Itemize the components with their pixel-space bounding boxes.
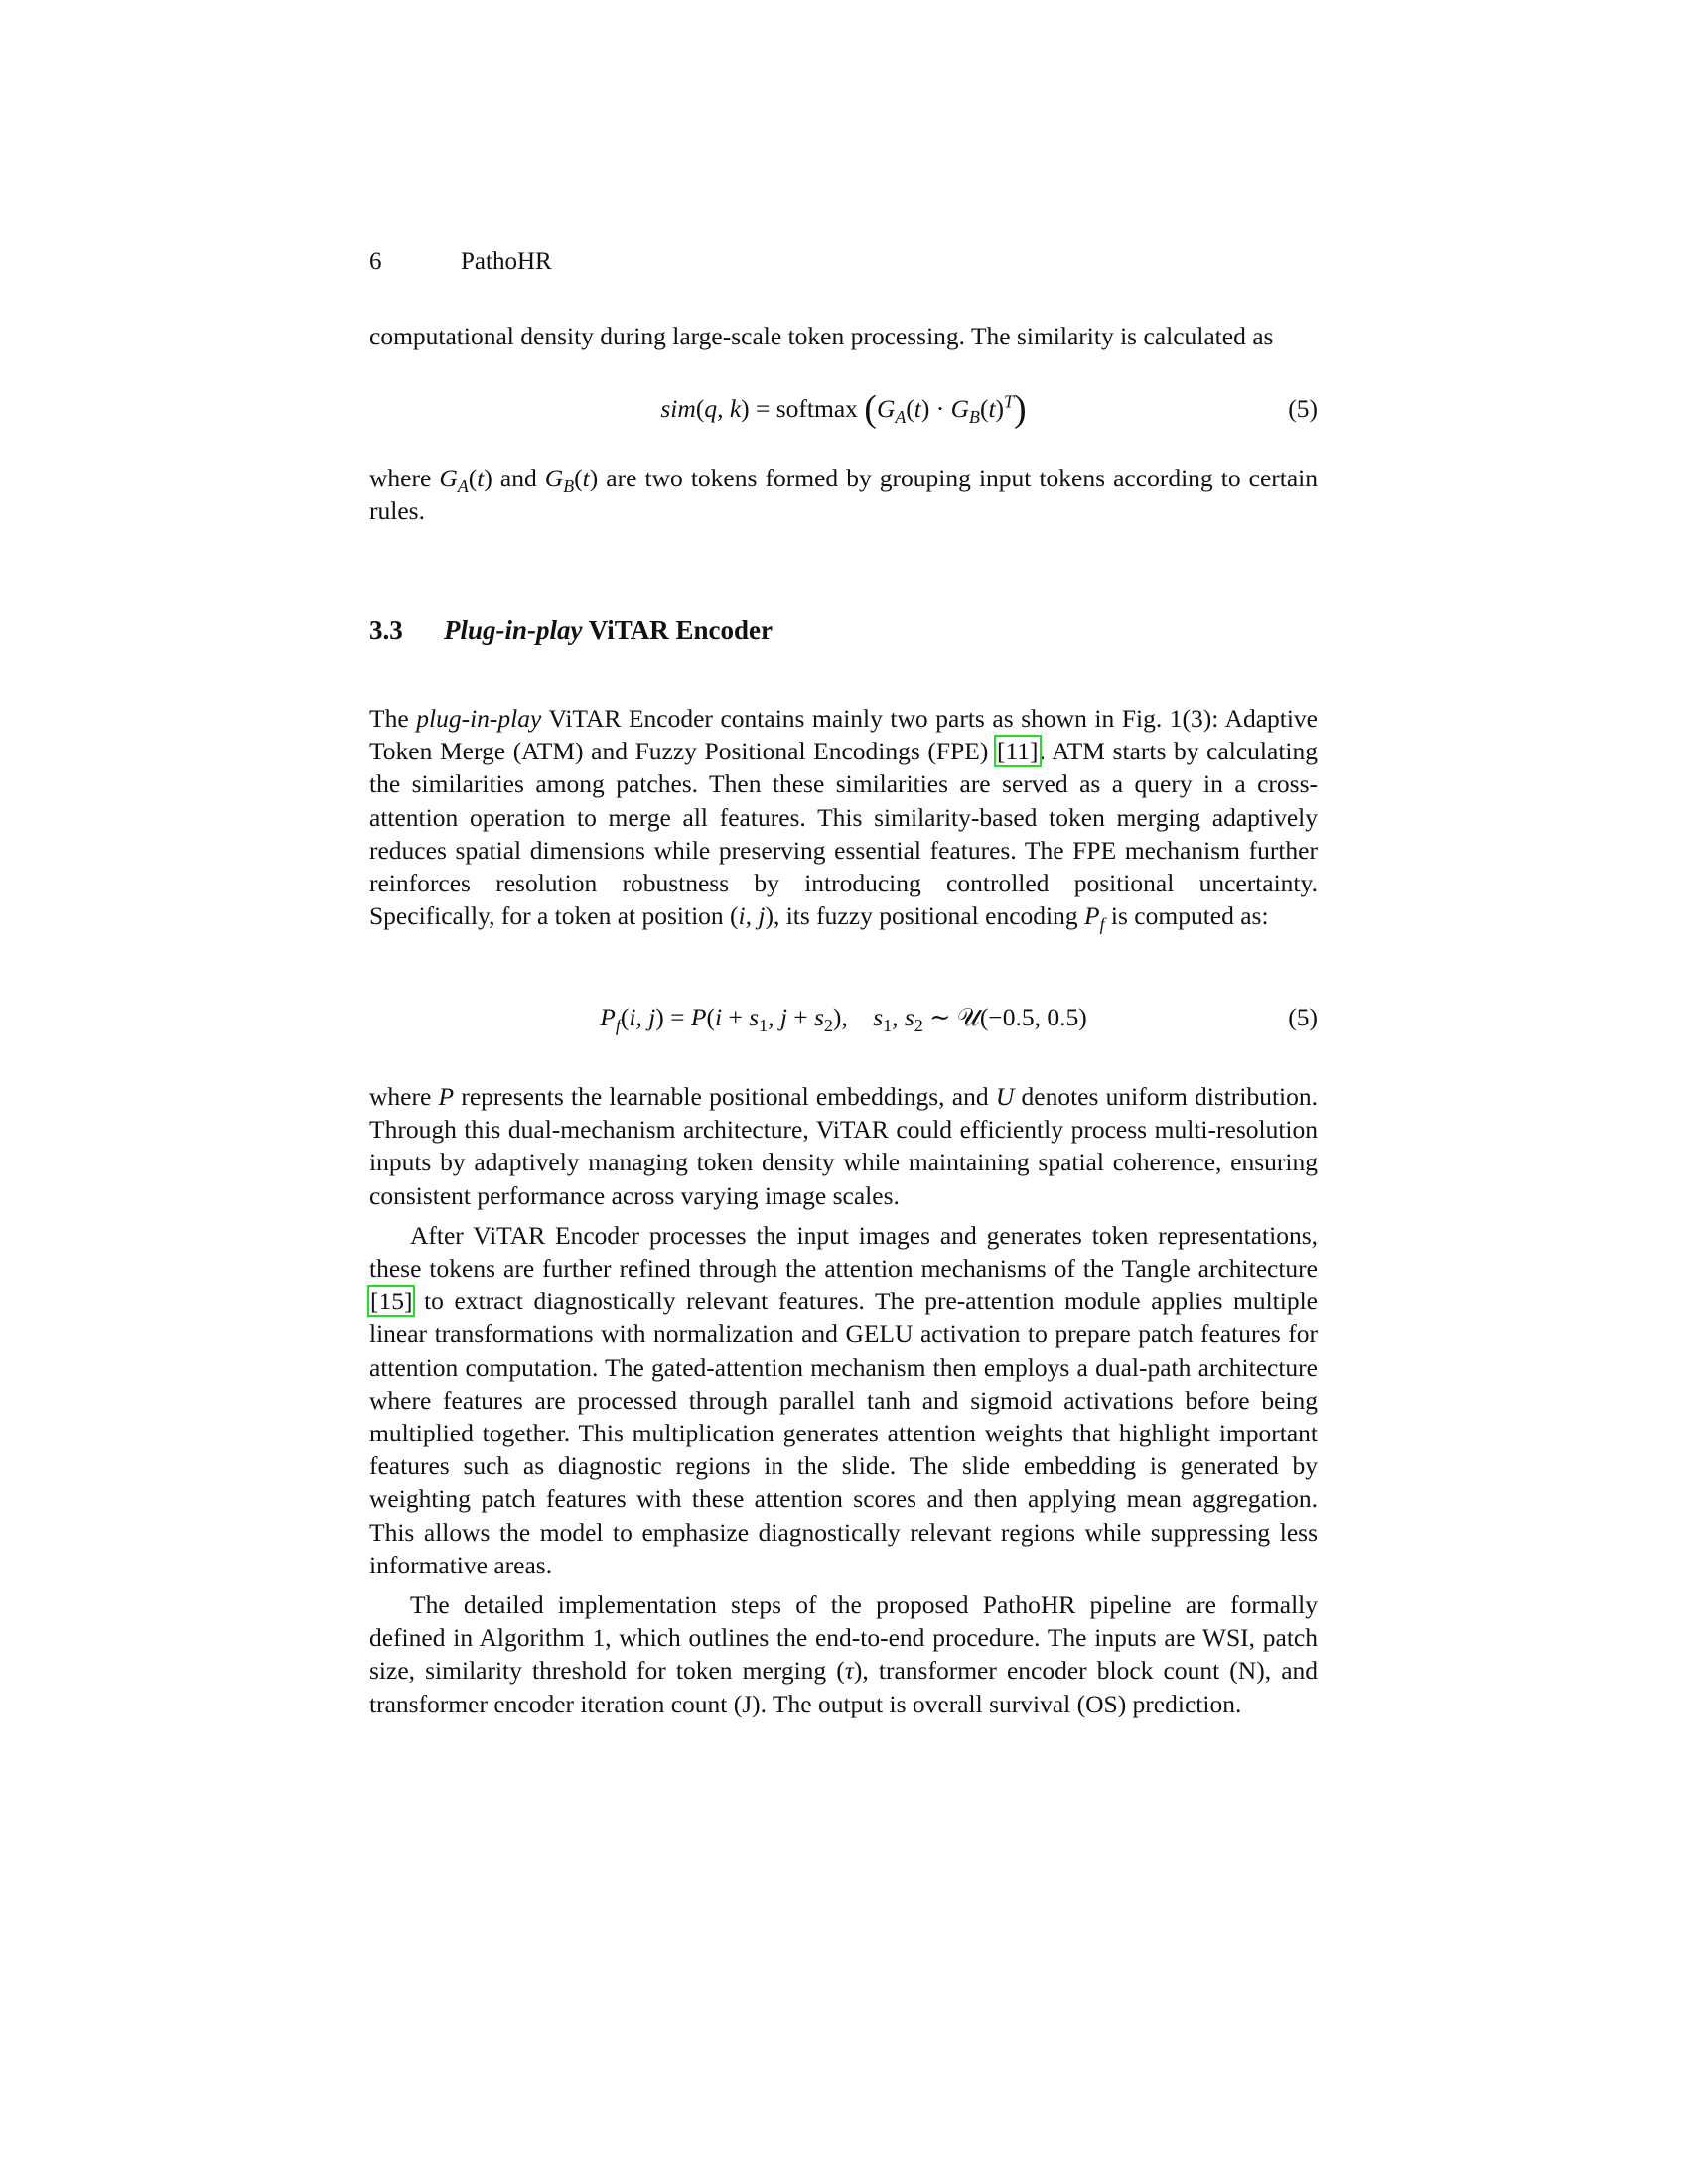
paragraph-tangle-attention: After ViTAR Encoder processes the input images and generates token representations, these tokens are further refined through the attention mechanisms of the Tangle architecture [15] to extract diagnostically relevant features. The pre-attention module applies multiple linear transformations with normalization and GELU activation to prepare patch features for attention computation. The gated-attention mechanism then employs a dual-path architecture where features are processed through parallel tanh and sigmoid activations before being multiplied together. This multiplication generates attention weights that highlight important features such as diagnostic regions in the slide. The slide embedding is generated by weighting patch features with these attention scores and then applying mean aggregation. This allows the model to emphasize diagnostically relevant regions while suppressing less informative areas. xyxy=(369,1220,1319,1579)
equation-number: (5) xyxy=(1288,1003,1318,1031)
section-number: 3.3 xyxy=(369,615,403,645)
paragraph-vitar-encoder xyxy=(369,702,1318,935)
equation-similarity-expression: sim(q, k) = softmax $(G_A(t) \cdot G_B(t)^T)$ xyxy=(660,388,1027,430)
position-expression: (i, j) xyxy=(730,901,774,931)
citation-link[interactable]: [15] xyxy=(370,1287,413,1316)
page-number: 6 xyxy=(369,248,382,275)
paragraph-uniform-distribution: where P represents the learnable positional embeddings, and U denotes uniform distribution. Through this dual-mechanism architecture, ViTAR could efficiently process multi-resolution inputs by adaptively managing token density while maintaining spatial coherence, ensuring consistent performance across varying image scales. xyxy=(369,1082,1319,1210)
equation-number: (5) xyxy=(1288,394,1318,423)
equation-fuzzy-positional xyxy=(369,998,1318,1037)
page-header xyxy=(369,246,552,278)
section-title-italic: Plug-in-play xyxy=(444,615,583,645)
intro-text: computational density during large-scale token processing. The similarity is calculated as xyxy=(369,322,1274,350)
running-title: PathoHR xyxy=(461,248,552,275)
equation-similarity xyxy=(369,389,1318,429)
after-equation-text: where $G_A(t)$ and $G_B(t)$ are two tokens formed by grouping input tokens according to certain rules. xyxy=(369,464,1319,526)
after-equation-paragraph xyxy=(369,462,1318,527)
paragraph-vitar-text: The plug-in-play ViTAR Encoder contains mainly two parts as shown in Fig. 1(3): Adaptive Token Merge (ATM) and Fuzzy Positional Encodings (FPE) [11]. ATM starts by calculating the similarities among patches. Then these similarities are served as a query in a cross-attention operation to merge all features. This similarity-based token merging adaptively reduces spatial dimensions while preserving essential features. The FPE mechanism further reinforces resolution robustness by introducing controlled positional uncertainty. Specifically, for a token at position (i, j), its fuzzy positional encoding $P_f$ is computed as: xyxy=(369,704,1318,935)
equation-fuzzy-expression: $P_f(i$, $j) = P(i + s_1$, $j + s_2$), $s_1$, $s_2$ ∼ 𝒰(−0.5, 0.5) xyxy=(600,1003,1087,1036)
body-paragraphs xyxy=(369,1080,1318,1720)
section-heading xyxy=(369,614,773,647)
section-title-rest: ViTAR Encoder xyxy=(588,615,774,645)
intro-paragraph xyxy=(369,320,1318,352)
paragraph-algorithm: The detailed implementation steps of the proposed PathoHR pipeline are formally defined in Algorithm 1, which outlines the end-to-end procedure. The inputs are WSI, patch size, similarity threshold for token merging (τ), transformer encoder block count (N), and transformer encoder iteration count (J). The output is overall survival (OS) prediction. xyxy=(369,1590,1319,1718)
equation-similarity-lhs: sim(q, k) = softmax xyxy=(660,394,858,423)
citation-link[interactable]: [11] xyxy=(996,737,1039,766)
